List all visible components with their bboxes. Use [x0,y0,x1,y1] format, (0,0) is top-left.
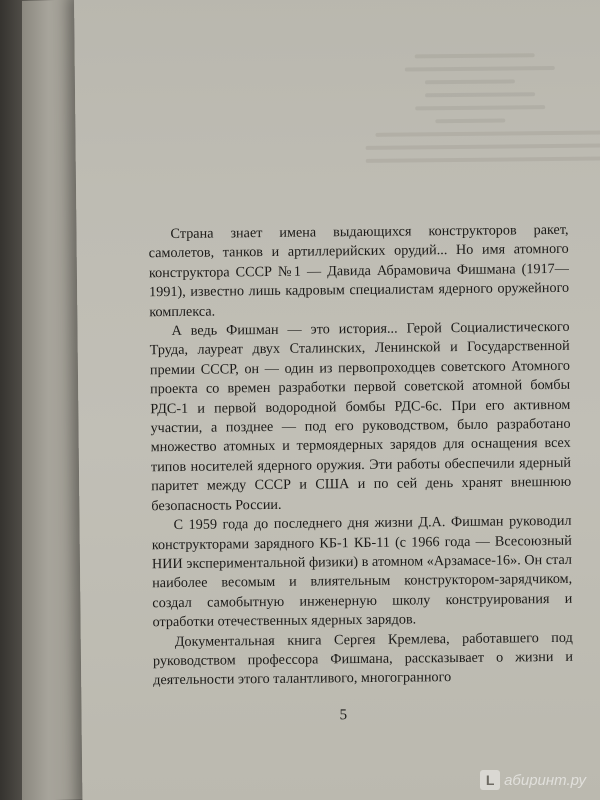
book-page [74,0,600,800]
watermark-text: абиринт.ру [504,771,586,789]
paragraph: С 1959 года до последнего дня жизни Д.А. Фишман руководил конструкторами зарядного КБ-1 КБ-11 (с 1966 года — Всесоюзный НИИ экспериментальной физики) в атомном «Арзамасе-16». Он стал наиболее весомым и влиятельным конструктором-зарядчиком, создал самобытную инженерную школу конструирования и отработки отечественных ядерных зарядов. [151,512,573,631]
paragraph: Страна знает имена выдающихся конструкторов ракет, самолетов, танков и артиллерийских орудий... Но имя атомного конструктора СССР №1 — Давида Абрамовича Фишмана (1917—1991), известно лишь кадровым специалистам ядерного оружейного комплекса. [148,221,570,320]
page-number: 5 [339,707,348,724]
labirint-logo-icon: L [480,770,500,790]
paragraph: А ведь Фишман — это история... Герой Социалистического Труда, лауреат двух Сталинских, Ленинской и Государственной премии СССР, он — один из первопроходцев советского Атомного проекта со времен разработки первой советской атомной бомбы РДС-1 и первой водородной бомбы РДС-6с. При его активном участии, а позднее — под его руководством, было разработано множество атомных и термоядерных зарядов для оснащения всех типов носителей ядерного оружия. Эти работы обеспечили ядерный паритет между СССР и США и по сей день хранят внешнюю безопасность России. [149,318,572,514]
watermark [480,770,586,790]
paragraph: Документальная книга Сергея Кремлева, работавшего под руководством профессора Фишмана, рассказывает о жизни и деятельности этого талантливого, многогранного [152,629,574,689]
body-text [148,221,573,691]
